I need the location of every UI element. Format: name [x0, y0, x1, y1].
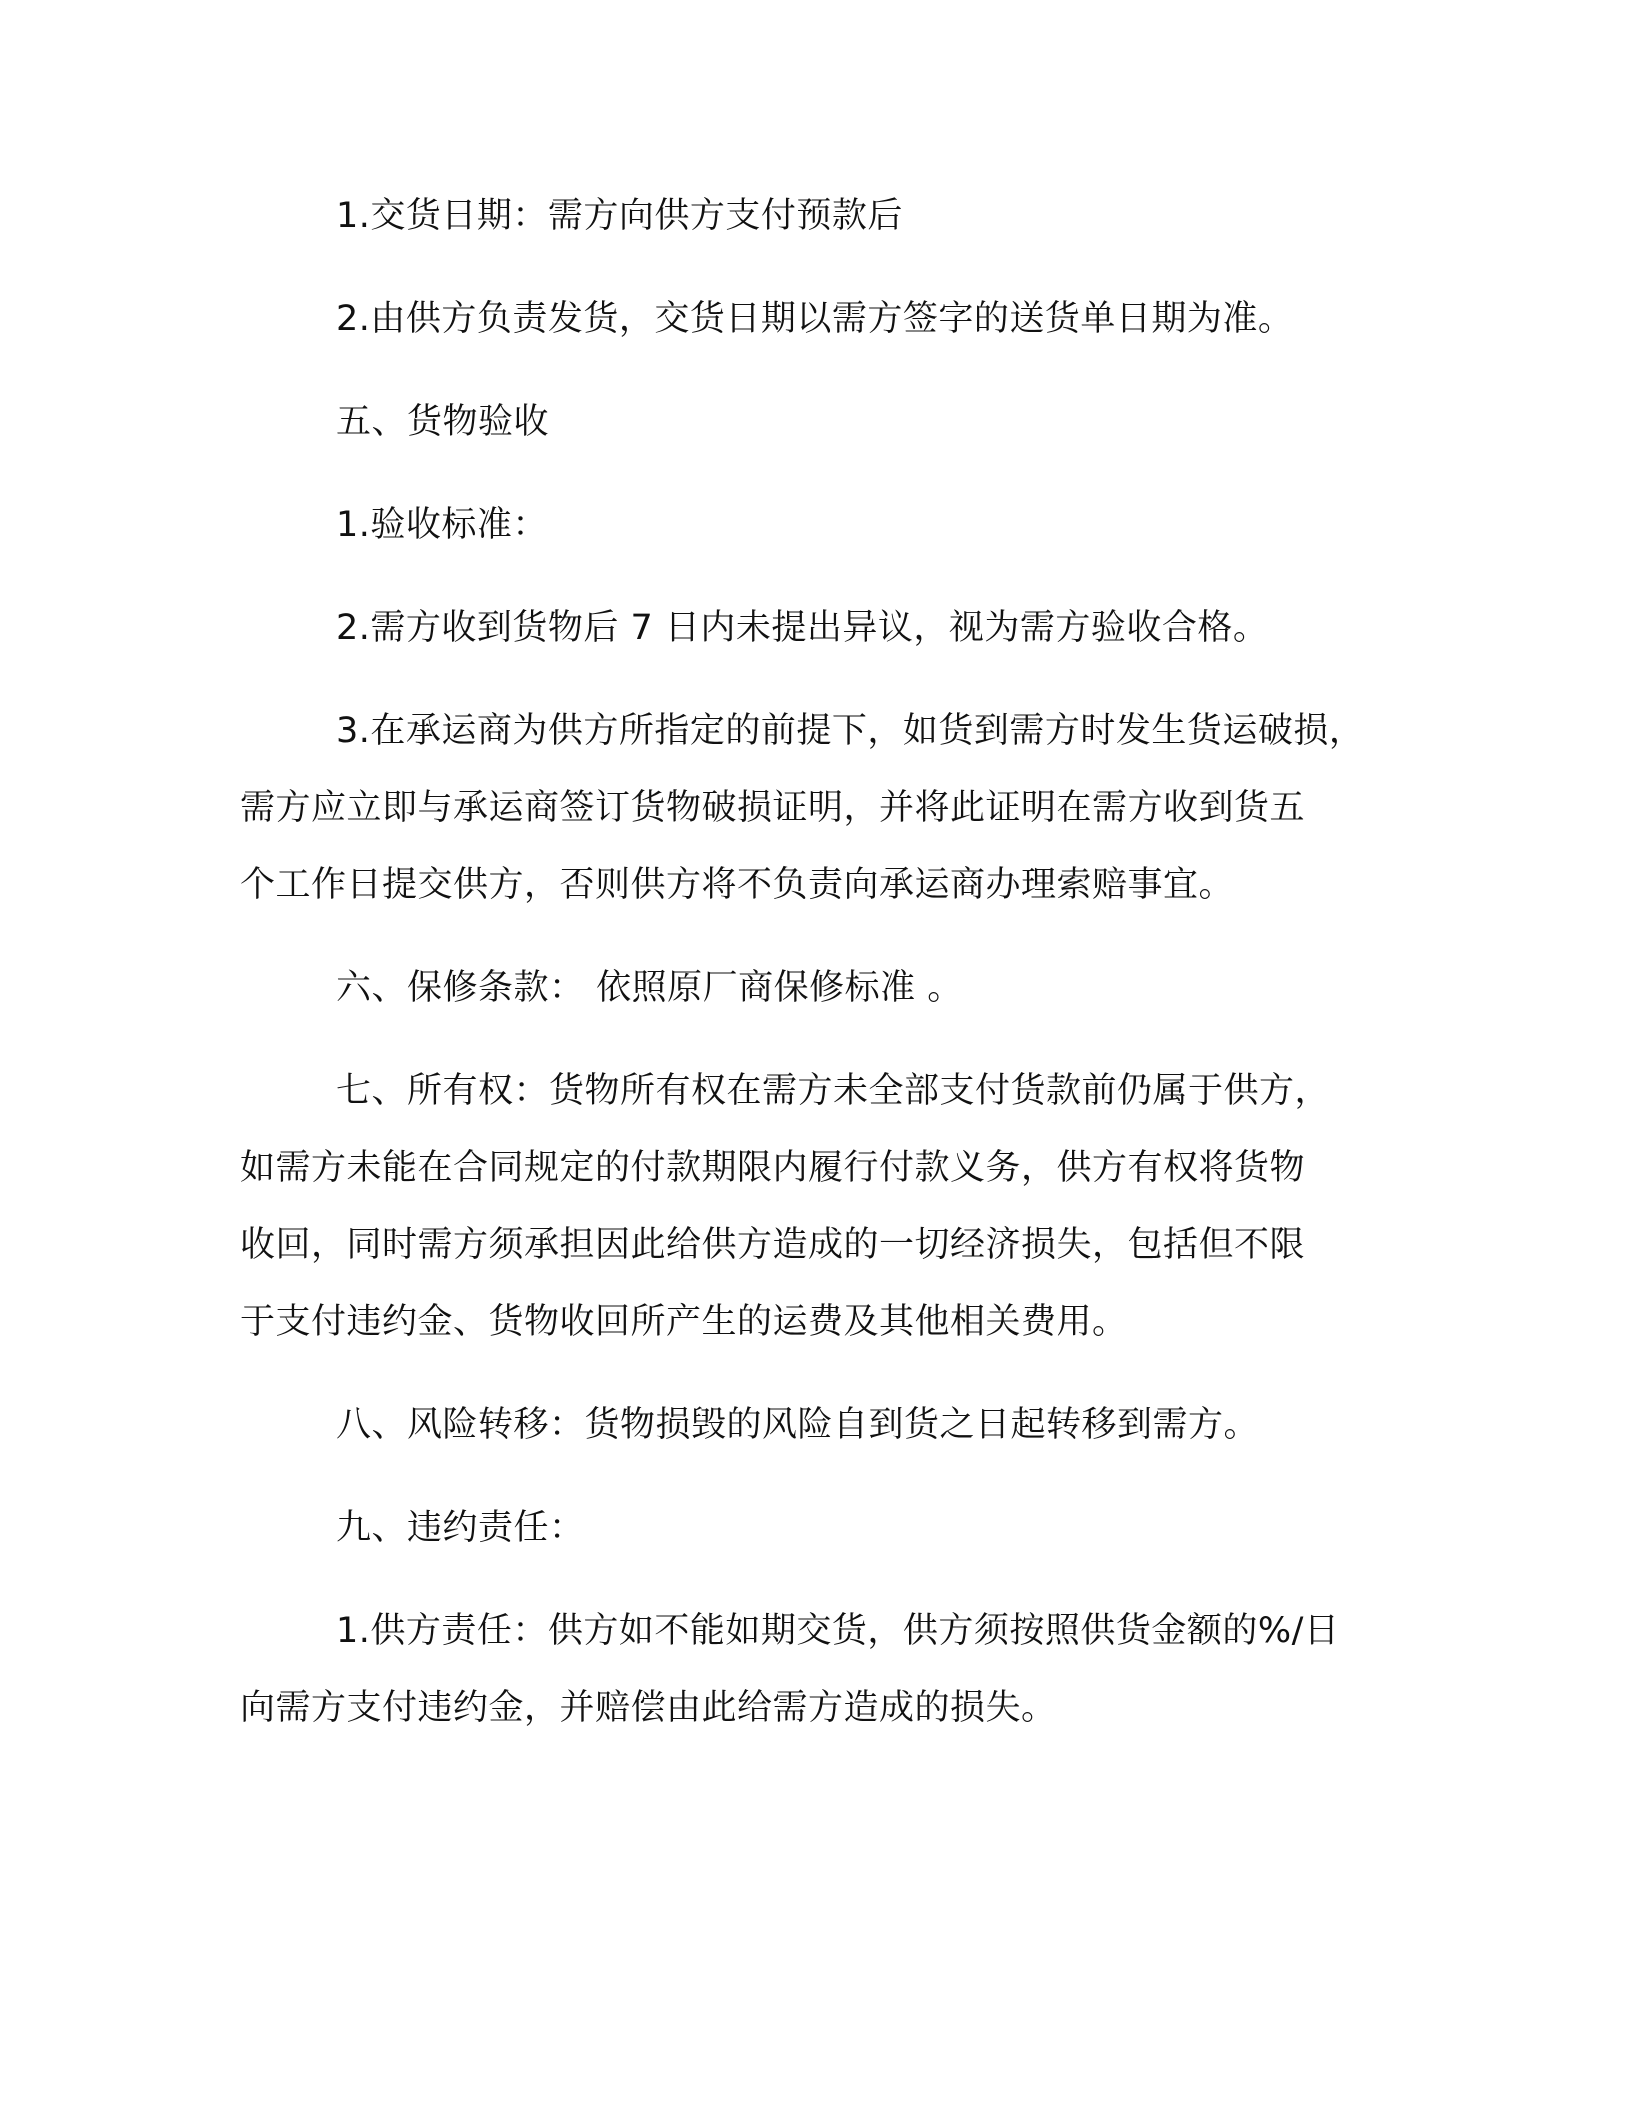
supplier-liability-line-1: 1.供方责任：供方如不能如期交货，供方须按照供货金额的%/日 — [336, 1611, 1340, 1651]
acceptance-standard: 1.验收标准： — [336, 505, 548, 545]
ownership-clause-line-4: 于支付违约金、货物收回所产生的运费及其他相关费用。 — [240, 1302, 1128, 1342]
warranty-clause: 六、保修条款： 依照原厂商保修标准 。 — [336, 968, 963, 1008]
section-heading-liability: 九、违约责任： — [336, 1508, 585, 1548]
supplier-liability-line-2: 向需方支付违约金，并赔偿由此给需方造成的损失。 — [240, 1688, 1057, 1728]
ownership-clause-line-1: 七、所有权：货物所有权在需方未全部支付货款前仍属于供方， — [336, 1071, 1331, 1111]
delivery-date-clause: 1.交货日期：需方向供方支付预款后 — [336, 196, 903, 236]
ownership-clause-line-2: 如需方未能在合同规定的付款期限内履行付款义务，供方有权将货物 — [240, 1148, 1306, 1188]
shipping-clause: 2.由供方负责发货，交货日期以需方签字的送货单日期为准。 — [336, 299, 1294, 339]
risk-transfer-clause: 八、风险转移：货物损毁的风险自到货之日起转移到需方。 — [336, 1405, 1260, 1445]
acceptance-objection-clause: 2.需方收到货物后 7 日内未提出异议，视为需方验收合格。 — [336, 608, 1269, 648]
damage-clause-line-2: 需方应立即与承运商签订货物破损证明，并将此证明在需方收到货五 — [240, 788, 1306, 828]
ownership-clause-line-3: 收回，同时需方须承担因此给供方造成的一切经济损失，包括但不限 — [240, 1225, 1306, 1265]
damage-clause-line-1: 3.在承运商为供方所指定的前提下，如货到需方时发生货运破损， — [336, 711, 1365, 751]
section-heading-acceptance: 五、货物验收 — [336, 402, 550, 442]
damage-clause-line-3: 个工作日提交供方，否则供方将不负责向承运商办理索赔事宜。 — [240, 865, 1235, 905]
